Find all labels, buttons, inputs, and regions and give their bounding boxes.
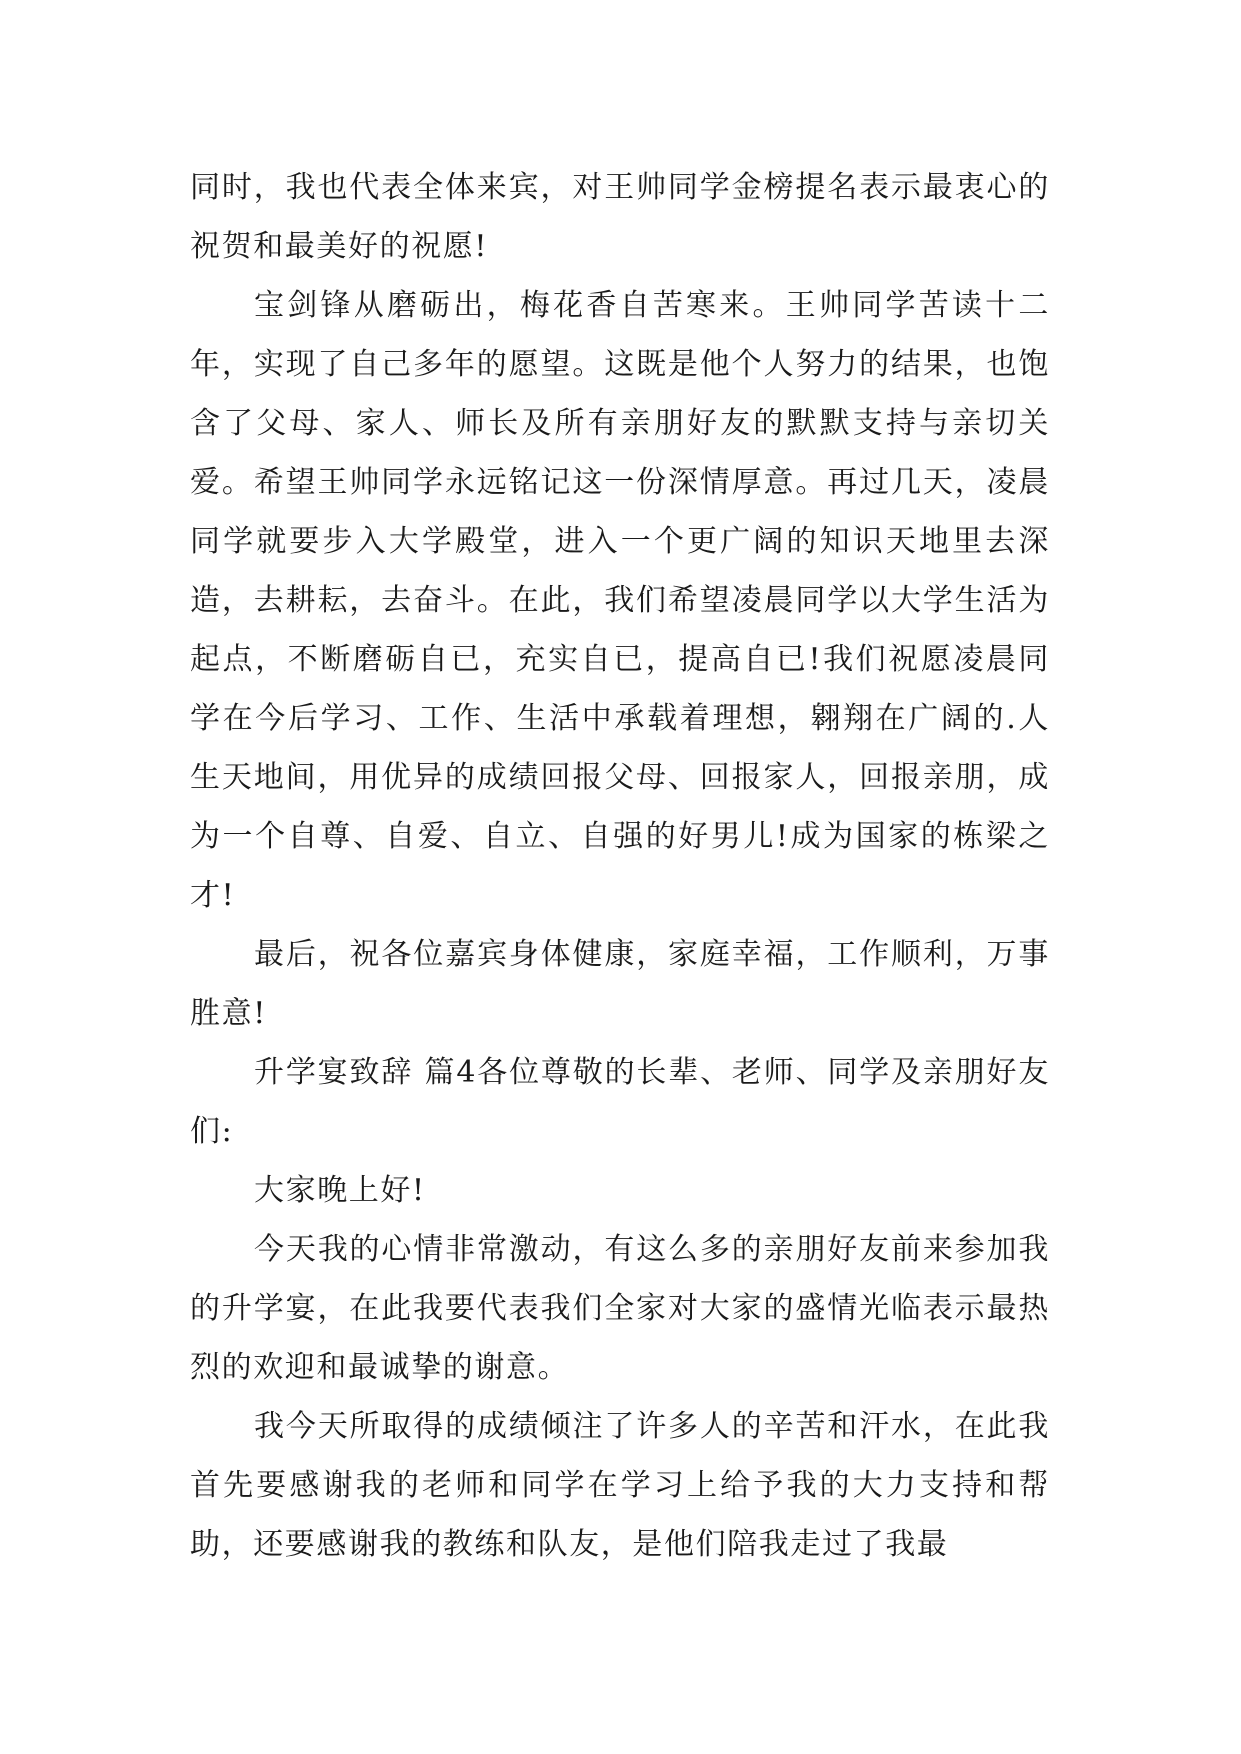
- paragraph-closing-wishes: 同时，我也代表全体来宾，对王帅同学金榜提名表示最衷心的祝贺和最美好的祝愿!: [190, 170, 1050, 264]
- paragraph-speech-heading: 升学宴致辞 篇4各位尊敬的长辈、老师、同学及亲朋好友们:: [190, 1055, 1050, 1149]
- paragraph-final-blessing: 最后，祝各位嘉宾身体健康，家庭幸福，工作顺利，万事胜意!: [190, 937, 1050, 1031]
- paragraph-thanks: 我今天所取得的成绩倾注了许多人的辛苦和汗水，在此我首先要感谢我的老师和同学在学习上给予我的大力支持和帮助，还要感谢我的教练和队友，是他们陪我走过了我最: [190, 1409, 1050, 1562]
- paragraph-greeting: 大家晚上好!: [254, 1173, 426, 1208]
- paragraph-welcome: 今天我的心情非常激动，有这么多的亲朋好友前来参加我的升学宴，在此我要代表我们全家对大家的盛情光临表示最热烈的欢迎和最诚挚的谢意。: [190, 1232, 1050, 1385]
- paragraph-encouragement: 宝剑锋从磨砺出，梅花香自苦寒来。王帅同学苦读十二年，实现了自己多年的愿望。这既是他个人努力的结果，也饱含了父母、家人、师长及所有亲朋好友的默默支持与亲切关爱。希望王帅同学永远铭记这一份深情厚意。再过几天，凌晨同学就要步入大学殿堂，进入一个更广阔的知识天地里去深造，去耕耘，去奋斗。在此，我们希望凌晨同学以大学生活为起点，不断磨砺自已，充实自已，提高自已!我们祝愿凌晨同学在今后学习、工作、生活中承载着理想，翱翔在广阔的.人生天地间，用优异的成绩回报父母、回报家人，回报亲朋，成为一个自尊、自爱、自立、自强的好男儿!成为国家的栋梁之才!: [190, 288, 1050, 913]
- document-body: [190, 158, 1050, 1574]
